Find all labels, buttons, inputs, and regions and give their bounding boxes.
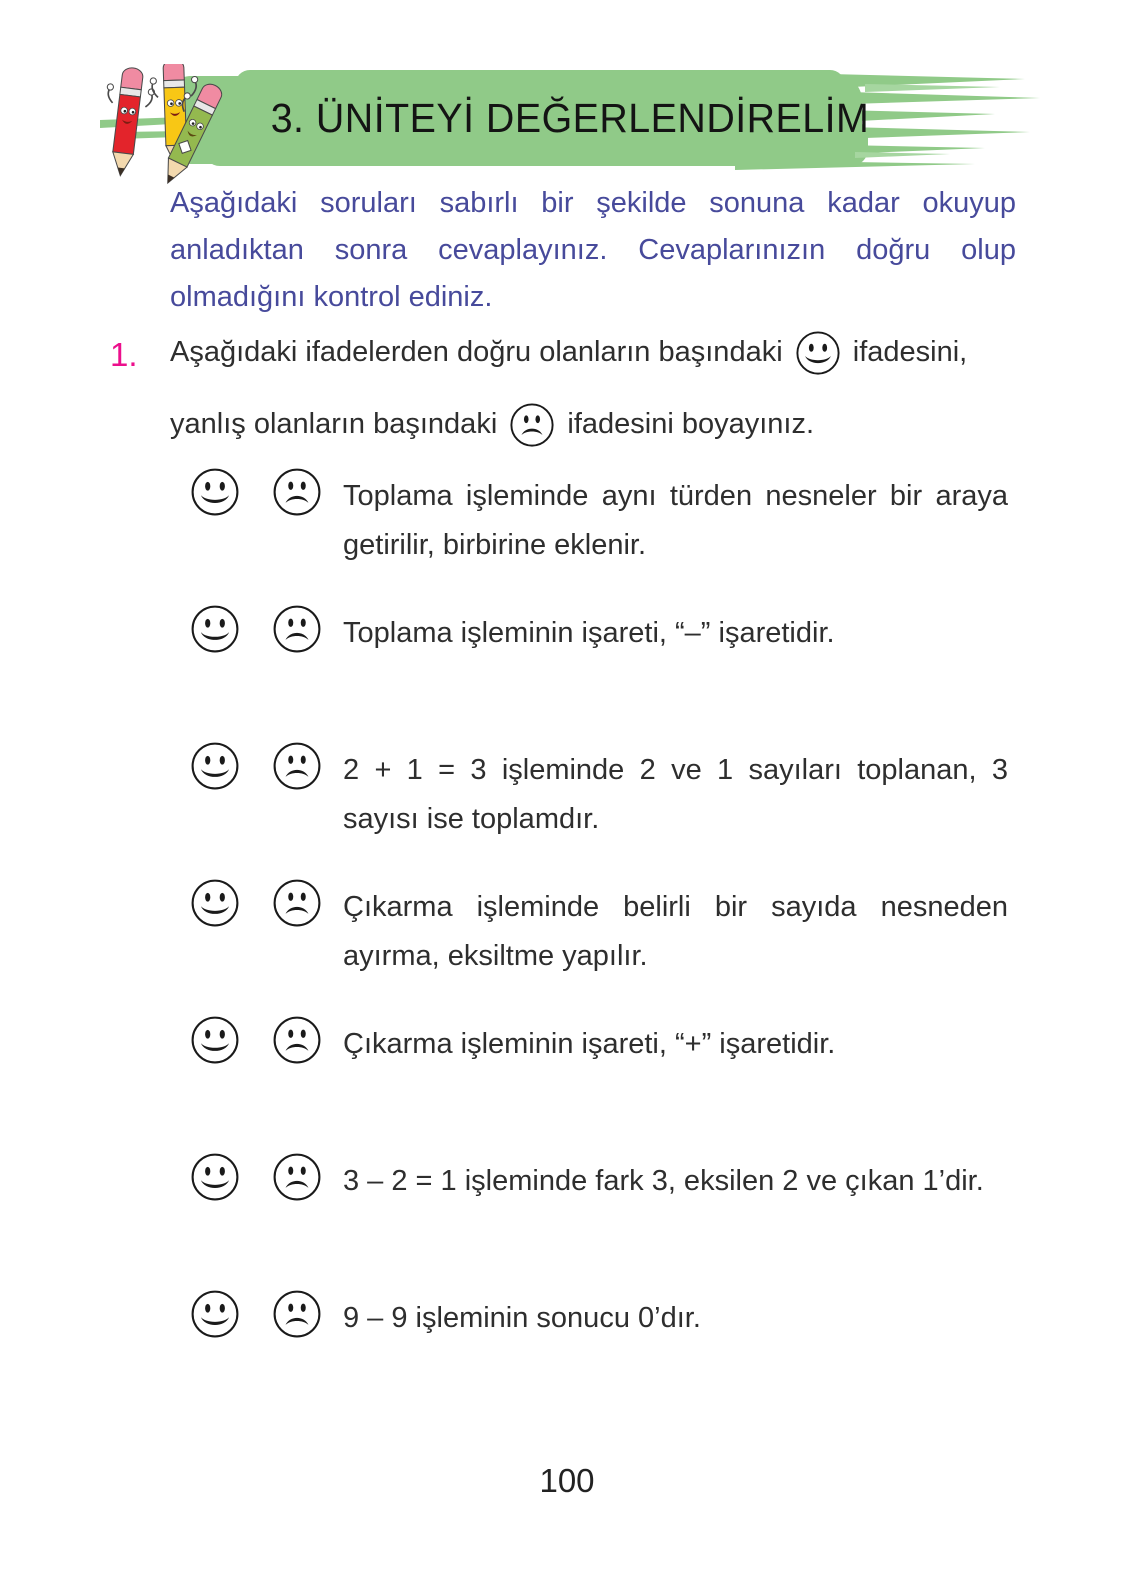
question-text-part4: ifadesini boyayınız. (567, 408, 815, 440)
answer-faces (190, 740, 343, 791)
statement-text: Çıkarma işleminde belirli bir sayıda nesneden ayırma, eksiltme yapılır. (343, 891, 1008, 972)
question-text-part3: yanlış olanların başındaki (170, 408, 498, 440)
sad-face-icon[interactable] (272, 604, 322, 654)
question-text-part2: ifadesini, (852, 336, 968, 368)
happy-face-icon (795, 330, 841, 376)
statement-row (190, 1014, 1008, 1069)
happy-face-icon[interactable] (190, 878, 240, 928)
answer-faces (190, 466, 343, 517)
answer-faces (190, 1151, 343, 1202)
answer-faces (190, 1288, 343, 1339)
sad-face-icon[interactable] (272, 741, 322, 791)
happy-face-icon[interactable] (190, 741, 240, 791)
statement-text: 3 – 2 = 1 işleminde fark 3, eksilen 2 ve çıkan 1’dir. (343, 1165, 984, 1197)
happy-face-icon[interactable] (190, 467, 240, 517)
statement-row (190, 1288, 1008, 1343)
answer-faces (190, 1014, 343, 1065)
answer-faces (190, 603, 343, 654)
sad-face-icon[interactable] (272, 1015, 322, 1065)
page-title: 3. ÜNİTEYİ DEĞERLENDİRELİM (270, 94, 870, 141)
answer-faces (190, 877, 343, 928)
happy-face-icon[interactable] (190, 1015, 240, 1065)
statement-row (190, 603, 1008, 658)
sad-face-icon (509, 402, 555, 448)
intro-paragraph: Aşağıdaki soruları sabırlı bir şekilde sonuna kadar okuyup anladıktan sonra cevaplayınız. Cevaplarınızın doğru olup olmadığını kontrol ediniz. (170, 187, 1016, 313)
sad-face-icon[interactable] (272, 1152, 322, 1202)
statement-row (190, 740, 1008, 844)
statement-row (190, 1151, 1008, 1206)
question-number: 1. (110, 336, 138, 373)
happy-face-icon[interactable] (190, 604, 240, 654)
statement-text: Toplama işleminde aynı türden nesneler bir araya getirilir, birbirine eklenir. (343, 480, 1008, 561)
statement-text: 9 – 9 işleminin sonucu 0’dır. (343, 1302, 701, 1334)
happy-face-icon[interactable] (190, 1289, 240, 1339)
statement-row (190, 877, 1008, 981)
statement-row (190, 466, 1008, 570)
statement-list (190, 466, 1008, 1425)
happy-face-icon[interactable] (190, 1152, 240, 1202)
sad-face-icon[interactable] (272, 878, 322, 928)
statement-text: Çıkarma işleminin işareti, “+” işaretidir. (343, 1028, 836, 1060)
statement-text: Toplama işleminin işareti, “–” işaretidir. (343, 617, 835, 649)
sad-face-icon[interactable] (272, 467, 322, 517)
question-text-part1: Aşağıdaki ifadelerden doğru olanların başındaki (170, 336, 783, 368)
statement-text: 2 + 1 = 3 işleminde 2 ve 1 sayıları toplanan, 3 sayısı ise toplamdır. (343, 754, 1008, 835)
page-number: 100 (539, 1462, 595, 1499)
sad-face-icon[interactable] (272, 1289, 322, 1339)
question-text (170, 316, 1036, 460)
